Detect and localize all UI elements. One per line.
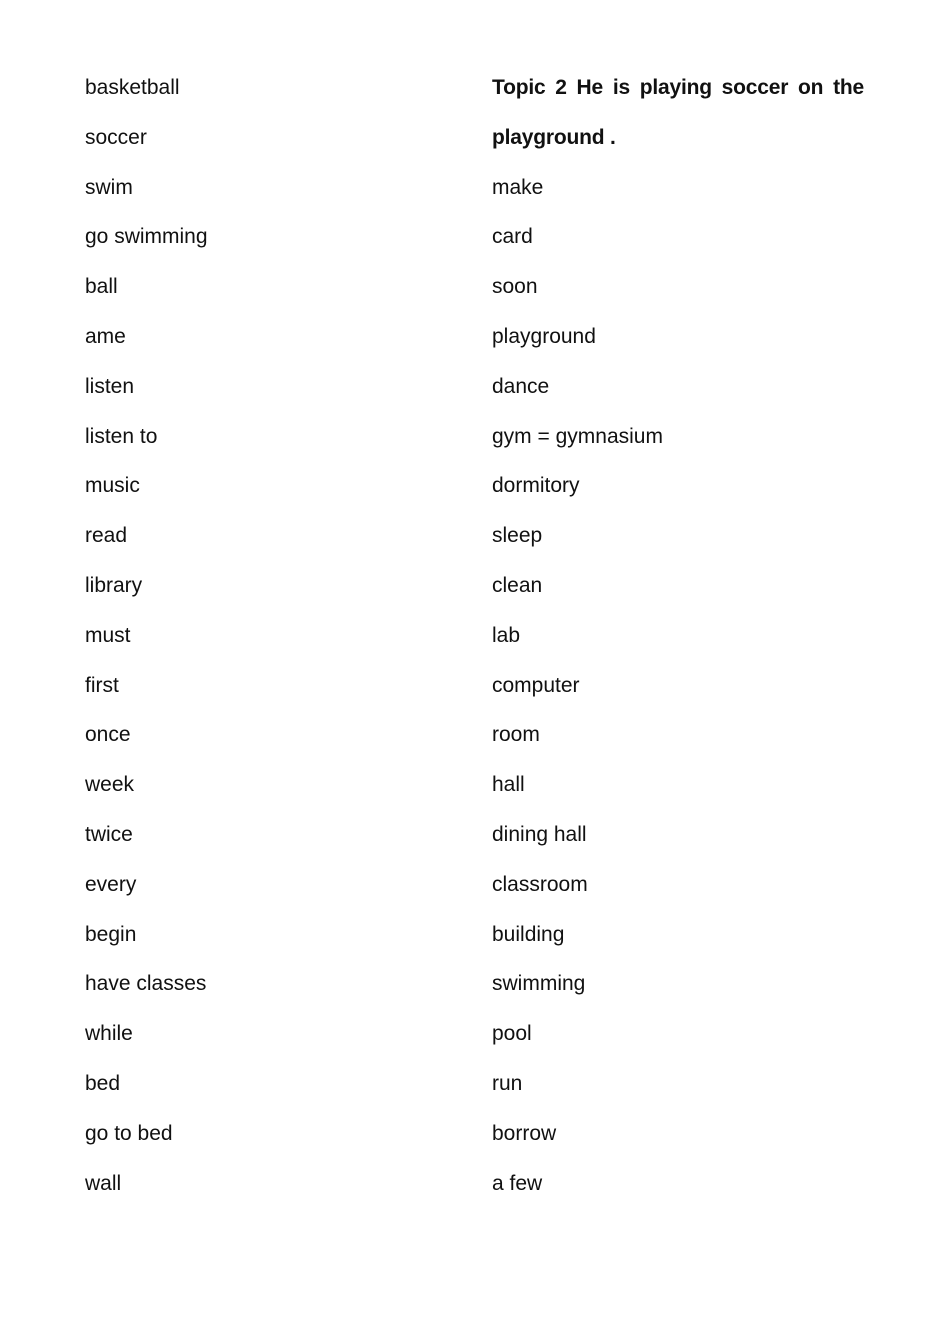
word-item: once [85, 723, 131, 747]
word-item: go swimming [85, 225, 208, 249]
word-item: run [492, 1071, 523, 1095]
topic-heading-line-2: playground . [492, 125, 616, 149]
word-item: lab [492, 623, 521, 647]
word-item: must [85, 623, 131, 647]
topic-heading-line-1: Topic 2 He is playing soccer on the [492, 76, 864, 99]
word-item: while [85, 1022, 133, 1046]
word-item: card [492, 225, 533, 249]
word-item: dance [492, 374, 550, 398]
word-item: sleep [492, 524, 543, 548]
word-item: classroom [492, 872, 588, 896]
word-item: gym = gymnasium [492, 424, 663, 448]
left-word-column [85, 70, 445, 1215]
word-item: a few [492, 1171, 543, 1195]
word-item: borrow [492, 1121, 557, 1145]
word-item: have classes [85, 972, 207, 996]
right-word-column [492, 70, 864, 1215]
word-item: soccer [85, 125, 147, 149]
word-item: computer [492, 673, 580, 697]
word-item: building [492, 922, 565, 946]
word-item: music [85, 474, 140, 498]
word-item: clean [492, 573, 543, 597]
word-item: twice [85, 822, 133, 846]
word-item: ame [85, 324, 126, 348]
word-item: read [85, 524, 128, 548]
word-item: library [85, 573, 143, 597]
word-item: listen [85, 374, 135, 398]
topic-heading [492, 70, 864, 170]
word-item: soon [492, 275, 538, 299]
word-item: wall [85, 1171, 122, 1195]
word-item: swim [85, 175, 133, 199]
word-item: room [492, 723, 540, 747]
word-item: playground [492, 324, 596, 348]
word-item: swimming [492, 972, 586, 996]
word-item: go to bed [85, 1121, 173, 1145]
word-item: week [85, 773, 135, 797]
word-item: make [492, 175, 544, 199]
word-item: first [85, 673, 119, 697]
word-item: dormitory [492, 474, 580, 498]
word-item: begin [85, 922, 137, 946]
word-item: listen to [85, 424, 158, 448]
word-item: dining hall [492, 822, 587, 846]
word-item: every [85, 872, 137, 896]
word-item: bed [85, 1071, 121, 1095]
word-item: ball [85, 275, 118, 299]
word-item: pool [492, 1022, 532, 1046]
word-item: basketball [85, 76, 180, 99]
word-item: hall [492, 773, 525, 797]
